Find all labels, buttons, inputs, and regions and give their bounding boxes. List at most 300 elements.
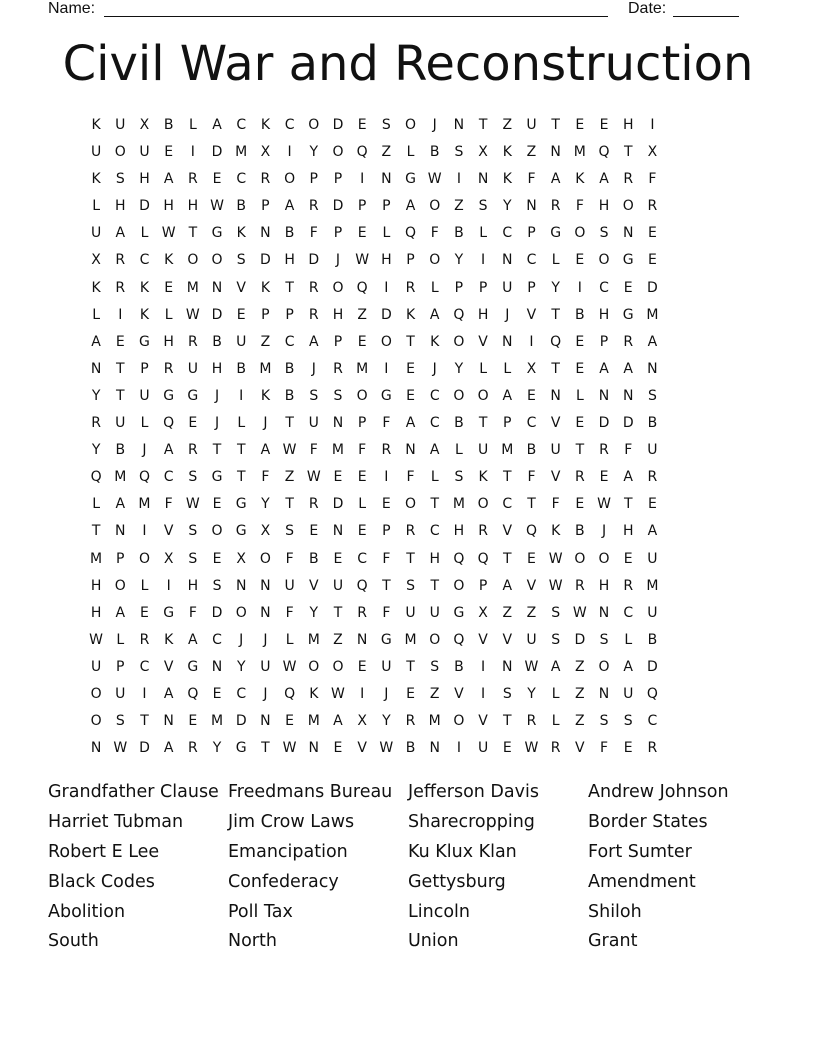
grid-letter[interactable]: O xyxy=(453,387,465,404)
grid-letter[interactable]: O xyxy=(332,144,344,161)
grid-letter[interactable]: R xyxy=(381,442,392,459)
grid-letter[interactable]: G xyxy=(235,740,247,757)
grid-letter[interactable]: U xyxy=(90,658,102,675)
grid-letter[interactable]: O xyxy=(332,279,344,296)
grid-letter[interactable]: E xyxy=(623,550,633,567)
grid-letter[interactable]: S xyxy=(599,631,609,648)
grid-letter[interactable]: E xyxy=(357,523,367,540)
grid-letter[interactable]: H xyxy=(453,523,465,540)
grid-letter[interactable]: O xyxy=(284,171,296,188)
grid-letter[interactable]: K xyxy=(405,306,416,323)
grid-letter[interactable]: Y xyxy=(91,387,101,404)
grid-letter[interactable]: E xyxy=(575,117,585,133)
grid-letter[interactable]: I xyxy=(650,117,655,133)
grid-letter[interactable]: Q xyxy=(163,415,175,432)
grid-letter[interactable]: F xyxy=(575,198,584,215)
grid-letter[interactable]: J xyxy=(335,252,341,269)
grid-letter[interactable]: C xyxy=(429,387,440,404)
grid-letter[interactable]: F xyxy=(285,550,294,567)
grid-letter[interactable]: N xyxy=(405,442,416,459)
grid-letter[interactable]: O xyxy=(332,658,344,675)
grid-letter[interactable]: E xyxy=(623,279,633,296)
grid-letter[interactable]: Z xyxy=(575,713,585,730)
grid-letter[interactable]: I xyxy=(481,658,486,675)
grid-letter[interactable]: D xyxy=(139,740,150,757)
date-line[interactable] xyxy=(673,16,739,17)
grid-letter[interactable]: C xyxy=(647,713,658,730)
grid-letter[interactable]: S xyxy=(285,523,295,540)
grid-letter[interactable]: Z xyxy=(526,144,537,161)
grid-letter[interactable]: E xyxy=(647,225,657,242)
grid-letter[interactable]: L xyxy=(551,713,560,730)
grid-letter[interactable]: A xyxy=(260,442,271,459)
grid-letter[interactable]: T xyxy=(212,442,222,459)
grid-letter[interactable]: E xyxy=(357,225,367,242)
grid-letter[interactable]: S xyxy=(551,631,561,648)
grid-letter[interactable]: W xyxy=(210,198,224,215)
grid-letter[interactable]: C xyxy=(236,171,247,188)
grid-letter[interactable]: G xyxy=(211,225,223,242)
grid-letter[interactable]: S xyxy=(188,469,198,486)
grid-letter[interactable]: F xyxy=(285,604,294,621)
grid-letter[interactable]: K xyxy=(139,306,150,323)
grid-letter[interactable]: A xyxy=(284,198,295,215)
grid-letter[interactable]: S xyxy=(478,198,488,215)
grid-letter[interactable]: I xyxy=(384,469,389,486)
grid-letter[interactable]: S xyxy=(647,387,657,404)
grid-letter[interactable]: R xyxy=(139,631,150,648)
grid-letter[interactable]: J xyxy=(263,415,268,432)
grid-letter[interactable]: V xyxy=(478,631,488,648)
grid-letter[interactable]: Y xyxy=(91,442,101,459)
grid-letter[interactable]: G xyxy=(163,604,175,621)
grid-letter[interactable]: Z xyxy=(575,658,585,675)
grid-letter[interactable]: B xyxy=(284,225,295,242)
grid-letter[interactable]: U xyxy=(139,144,150,161)
grid-letter[interactable]: N xyxy=(115,523,126,540)
grid-letter[interactable]: V xyxy=(550,469,561,486)
grid-letter[interactable]: V xyxy=(550,415,561,432)
grid-letter[interactable]: M xyxy=(404,631,417,648)
grid-letter[interactable]: A xyxy=(333,713,343,730)
grid-letter[interactable]: D xyxy=(211,144,223,161)
grid-letter[interactable]: Q xyxy=(550,333,562,350)
grid-letter[interactable]: M xyxy=(259,360,272,377)
grid-letter[interactable]: H xyxy=(139,171,150,188)
grid-letter[interactable]: Q xyxy=(356,577,368,594)
grid-letter[interactable]: J xyxy=(263,631,268,648)
grid-letter[interactable]: F xyxy=(527,469,536,486)
grid-letter[interactable]: D xyxy=(647,279,658,296)
grid-letter[interactable]: D xyxy=(598,415,610,432)
grid-letter[interactable]: E xyxy=(575,360,585,377)
grid-letter[interactable]: F xyxy=(600,740,609,757)
grid-letter[interactable]: Q xyxy=(453,631,465,648)
grid-letter[interactable]: C xyxy=(284,333,295,350)
grid-letter[interactable]: P xyxy=(333,333,343,350)
grid-letter[interactable]: A xyxy=(623,658,633,675)
grid-letter[interactable]: F xyxy=(648,171,657,188)
grid-letter[interactable]: O xyxy=(574,550,586,567)
grid-letter[interactable]: C xyxy=(236,117,247,133)
grid-letter[interactable]: L xyxy=(116,631,125,648)
grid-letter[interactable]: I xyxy=(239,387,244,404)
grid-letter[interactable]: V xyxy=(575,740,585,757)
grid-letter[interactable]: H xyxy=(622,523,634,540)
grid-letter[interactable]: O xyxy=(405,117,417,133)
grid-letter[interactable]: R xyxy=(623,333,634,350)
grid-letter[interactable]: O xyxy=(429,198,441,215)
grid-letter[interactable]: O xyxy=(622,198,634,215)
grid-letter[interactable]: X xyxy=(139,117,150,133)
grid-letter[interactable]: A xyxy=(429,306,440,323)
grid-letter[interactable]: A xyxy=(502,387,513,404)
grid-letter[interactable]: H xyxy=(90,577,102,594)
grid-letter[interactable]: N xyxy=(550,387,561,404)
grid-letter[interactable]: P xyxy=(357,415,367,432)
grid-letter[interactable]: J xyxy=(432,117,437,133)
grid-letter[interactable]: W xyxy=(572,604,587,621)
grid-letter[interactable]: Y xyxy=(382,713,391,730)
grid-letter[interactable]: Y xyxy=(551,279,560,296)
grid-letter[interactable]: G xyxy=(453,604,465,621)
grid-letter[interactable]: X xyxy=(478,144,488,161)
grid-letter[interactable]: O xyxy=(211,523,223,540)
grid-letter[interactable]: L xyxy=(624,631,633,648)
grid-letter[interactable]: O xyxy=(138,550,150,567)
grid-letter[interactable]: U xyxy=(332,577,344,594)
grid-letter[interactable]: Z xyxy=(454,198,464,215)
grid-letter[interactable]: P xyxy=(406,252,415,269)
grid-letter[interactable]: A xyxy=(599,171,609,188)
grid-letter[interactable]: T xyxy=(236,442,246,459)
grid-letter[interactable]: I xyxy=(529,333,534,350)
grid-letter[interactable]: R xyxy=(308,496,319,513)
grid-letter[interactable]: H xyxy=(115,198,126,215)
grid-letter[interactable]: I xyxy=(481,685,486,702)
grid-letter[interactable]: E xyxy=(502,740,512,757)
grid-letter[interactable]: U xyxy=(550,442,561,459)
grid-letter[interactable]: G xyxy=(550,225,562,242)
grid-letter[interactable]: O xyxy=(211,252,223,269)
grid-letter[interactable]: R xyxy=(163,360,174,377)
grid-letter[interactable]: C xyxy=(284,117,295,133)
grid-letter[interactable]: F xyxy=(382,604,391,621)
grid-letter[interactable]: B xyxy=(575,523,585,540)
grid-letter[interactable]: G xyxy=(405,171,416,188)
grid-letter[interactable]: L xyxy=(575,387,584,404)
grid-letter[interactable]: S xyxy=(115,171,125,188)
grid-letter[interactable]: I xyxy=(118,306,123,323)
grid-letter[interactable]: R xyxy=(187,171,198,188)
grid-letter[interactable]: B xyxy=(236,198,247,215)
grid-letter[interactable]: F xyxy=(624,442,633,459)
grid-letter[interactable]: W xyxy=(355,252,370,269)
grid-letter[interactable]: H xyxy=(90,604,102,621)
name-line[interactable] xyxy=(104,16,608,17)
grid-letter[interactable]: N xyxy=(622,387,634,404)
grid-letter[interactable]: B xyxy=(575,306,585,323)
grid-letter[interactable]: N xyxy=(260,713,271,730)
grid-letter[interactable]: V xyxy=(236,279,246,296)
grid-letter[interactable]: B xyxy=(284,360,295,377)
grid-letter[interactable]: E xyxy=(212,685,222,702)
grid-letter[interactable]: H xyxy=(622,117,634,133)
grid-letter[interactable]: A xyxy=(550,171,561,188)
grid-letter[interactable]: K xyxy=(260,387,270,404)
grid-letter[interactable]: A xyxy=(188,631,198,648)
grid-letter[interactable]: N xyxy=(502,252,513,269)
grid-letter[interactable]: N xyxy=(598,604,610,621)
grid-letter[interactable]: S xyxy=(454,469,464,486)
grid-letter[interactable]: B xyxy=(163,117,174,133)
grid-letter[interactable]: M xyxy=(114,469,127,486)
grid-letter[interactable]: G xyxy=(380,631,392,648)
grid-letter[interactable]: E xyxy=(575,496,585,513)
grid-letter[interactable]: O xyxy=(90,685,102,702)
grid-letter[interactable]: E xyxy=(406,685,415,702)
grid-letter[interactable]: B xyxy=(647,631,658,648)
grid-letter[interactable]: C xyxy=(212,631,222,648)
grid-letter[interactable]: S xyxy=(623,713,633,730)
grid-letter[interactable]: H xyxy=(187,577,199,594)
grid-letter[interactable]: C xyxy=(236,685,247,702)
grid-letter[interactable]: M xyxy=(90,550,103,567)
grid-letter[interactable]: Z xyxy=(260,333,271,350)
grid-letter[interactable]: K xyxy=(309,685,319,702)
grid-letter[interactable]: U xyxy=(260,658,271,675)
grid-letter[interactable]: O xyxy=(429,252,441,269)
grid-letter[interactable]: C xyxy=(526,252,537,269)
grid-letter[interactable]: A xyxy=(163,685,174,702)
grid-letter[interactable]: T xyxy=(551,360,560,377)
grid-letter[interactable]: N xyxy=(477,171,489,188)
grid-letter[interactable]: U xyxy=(647,442,658,459)
grid-letter[interactable]: T xyxy=(478,117,488,133)
grid-letter[interactable]: J xyxy=(214,415,220,432)
grid-letter[interactable]: X xyxy=(357,713,367,730)
grid-letter[interactable]: F xyxy=(261,469,270,486)
grid-letter[interactable]: L xyxy=(188,117,197,133)
grid-letter[interactable]: O xyxy=(114,577,126,594)
grid-letter[interactable]: E xyxy=(236,306,246,323)
grid-letter[interactable]: K xyxy=(575,171,585,188)
grid-letter[interactable]: R xyxy=(599,442,609,459)
grid-letter[interactable]: Q xyxy=(453,306,465,323)
grid-letter[interactable]: X xyxy=(260,523,271,540)
grid-letter[interactable]: O xyxy=(259,550,271,567)
grid-letter[interactable]: L xyxy=(406,144,415,161)
grid-letter[interactable]: T xyxy=(406,550,415,567)
grid-letter[interactable]: K xyxy=(91,279,101,296)
grid-letter[interactable]: F xyxy=(406,469,415,486)
grid-letter[interactable]: G xyxy=(187,658,199,675)
grid-letter[interactable]: O xyxy=(453,577,465,594)
grid-letter[interactable]: H xyxy=(187,198,199,215)
grid-letter[interactable]: D xyxy=(647,658,658,675)
grid-letter[interactable]: Q xyxy=(477,550,489,567)
grid-letter[interactable]: Y xyxy=(503,198,512,215)
grid-letter[interactable]: T xyxy=(188,225,198,242)
grid-letter[interactable]: E xyxy=(164,279,174,296)
grid-letter[interactable]: W xyxy=(185,496,200,513)
grid-letter[interactable]: Y xyxy=(309,144,319,161)
grid-letter[interactable]: M xyxy=(646,306,659,323)
grid-letter[interactable]: B xyxy=(454,658,464,675)
grid-letter[interactable]: L xyxy=(92,198,100,215)
grid-letter[interactable]: W xyxy=(185,306,200,323)
grid-letter[interactable]: M xyxy=(428,713,441,730)
grid-letter[interactable]: R xyxy=(574,577,585,594)
grid-letter[interactable]: R xyxy=(550,198,561,215)
grid-letter[interactable]: K xyxy=(91,171,101,188)
grid-letter[interactable]: P xyxy=(357,198,367,215)
grid-letter[interactable]: D xyxy=(139,198,150,215)
grid-letter[interactable]: D xyxy=(308,252,320,269)
grid-letter[interactable]: A xyxy=(163,442,174,459)
grid-letter[interactable]: G xyxy=(139,333,150,350)
grid-letter[interactable]: T xyxy=(285,496,294,513)
grid-letter[interactable]: P xyxy=(382,198,391,215)
grid-letter[interactable]: N xyxy=(550,144,561,161)
grid-letter[interactable]: E xyxy=(333,550,343,567)
grid-letter[interactable]: N xyxy=(453,117,465,133)
grid-letter[interactable]: U xyxy=(477,740,489,757)
grid-letter[interactable]: P xyxy=(333,171,343,188)
grid-letter[interactable]: C xyxy=(502,496,513,513)
grid-letter[interactable]: N xyxy=(211,658,223,675)
grid-letter[interactable]: C xyxy=(429,415,440,432)
grid-letter[interactable]: D xyxy=(574,631,586,648)
grid-letter[interactable]: N xyxy=(235,577,247,594)
grid-letter[interactable]: T xyxy=(527,496,536,513)
grid-letter[interactable]: Q xyxy=(90,469,102,486)
grid-letter[interactable]: X xyxy=(478,604,488,621)
grid-letter[interactable]: W xyxy=(113,740,128,757)
grid-letter[interactable]: U xyxy=(308,415,319,432)
grid-letter[interactable]: I xyxy=(142,523,147,540)
grid-letter[interactable]: P xyxy=(527,225,536,242)
grid-letter[interactable]: V xyxy=(478,333,488,350)
grid-letter[interactable]: N xyxy=(90,360,102,377)
grid-letter[interactable]: E xyxy=(357,469,367,486)
grid-letter[interactable]: Y xyxy=(261,496,270,513)
grid-letter[interactable]: Y xyxy=(236,658,246,675)
grid-letter[interactable]: N xyxy=(308,740,320,757)
grid-letter[interactable]: O xyxy=(380,333,392,350)
grid-letter[interactable]: R xyxy=(187,740,198,757)
grid-letter[interactable]: G xyxy=(380,387,392,404)
grid-letter[interactable]: C xyxy=(429,523,440,540)
grid-letter[interactable]: H xyxy=(284,252,295,269)
grid-letter[interactable]: J xyxy=(311,360,316,377)
grid-letter[interactable]: N xyxy=(429,740,440,757)
grid-letter[interactable]: H xyxy=(381,252,392,269)
grid-letter[interactable]: L xyxy=(479,360,487,377)
grid-letter[interactable]: T xyxy=(406,333,415,350)
grid-letter[interactable]: R xyxy=(647,740,658,757)
grid-letter[interactable]: F xyxy=(382,550,391,567)
grid-letter[interactable]: B xyxy=(284,387,295,404)
grid-letter[interactable]: R xyxy=(405,279,416,296)
grid-letter[interactable]: Z xyxy=(381,144,392,161)
grid-letter[interactable]: Q xyxy=(187,685,199,702)
grid-letter[interactable]: I xyxy=(190,144,195,161)
grid-letter[interactable]: R xyxy=(187,442,198,459)
grid-letter[interactable]: E xyxy=(575,333,585,350)
grid-letter[interactable]: F xyxy=(551,496,560,513)
grid-letter[interactable]: N xyxy=(332,523,344,540)
grid-letter[interactable]: S xyxy=(115,713,125,730)
grid-letter[interactable]: W xyxy=(282,740,297,757)
grid-letter[interactable]: B xyxy=(647,415,658,432)
grid-letter[interactable]: A xyxy=(115,225,126,242)
grid-letter[interactable]: T xyxy=(575,442,585,459)
grid-letter[interactable]: I xyxy=(287,144,292,161)
grid-letter[interactable]: E xyxy=(309,523,319,540)
grid-letter[interactable]: R xyxy=(308,279,319,296)
grid-letter[interactable]: E xyxy=(406,360,415,377)
grid-letter[interactable]: T xyxy=(623,144,633,161)
grid-letter[interactable]: U xyxy=(139,387,150,404)
grid-letter[interactable]: N xyxy=(260,577,271,594)
grid-letter[interactable]: A xyxy=(623,360,633,377)
grid-letter[interactable]: E xyxy=(285,713,295,730)
grid-letter[interactable]: L xyxy=(140,225,149,242)
grid-letter[interactable]: U xyxy=(187,360,198,377)
grid-letter[interactable]: O xyxy=(453,333,465,350)
grid-letter[interactable]: K xyxy=(91,117,101,133)
grid-letter[interactable]: V xyxy=(526,306,537,323)
grid-letter[interactable]: E xyxy=(575,252,585,269)
grid-letter[interactable]: R xyxy=(405,713,416,730)
grid-letter[interactable]: R xyxy=(308,198,319,215)
grid-letter[interactable]: M xyxy=(356,360,369,377)
grid-letter[interactable]: W xyxy=(282,658,297,675)
grid-letter[interactable]: W xyxy=(89,631,104,648)
grid-letter[interactable]: R xyxy=(526,713,537,730)
grid-letter[interactable]: A xyxy=(115,496,126,513)
grid-letter[interactable]: S xyxy=(430,658,440,675)
grid-letter[interactable]: A xyxy=(550,658,561,675)
grid-letter[interactable]: H xyxy=(211,360,223,377)
grid-letter[interactable]: S xyxy=(502,685,512,702)
grid-letter[interactable]: G xyxy=(235,523,247,540)
grid-letter[interactable]: E xyxy=(527,387,536,404)
grid-letter[interactable]: E xyxy=(115,333,125,350)
grid-letter[interactable]: Q xyxy=(284,685,296,702)
grid-letter[interactable]: P xyxy=(309,171,318,188)
grid-letter[interactable]: V xyxy=(502,523,513,540)
grid-letter[interactable]: O xyxy=(429,631,441,648)
grid-letter[interactable]: Z xyxy=(502,604,513,621)
grid-letter[interactable]: L xyxy=(92,306,100,323)
grid-letter[interactable]: L xyxy=(358,496,367,513)
grid-letter[interactable]: P xyxy=(116,658,125,675)
grid-letter[interactable]: O xyxy=(477,496,489,513)
grid-letter[interactable]: F xyxy=(358,442,367,459)
grid-letter[interactable]: T xyxy=(285,415,294,432)
grid-letter[interactable]: W xyxy=(524,658,539,675)
grid-letter[interactable]: L xyxy=(92,496,100,513)
grid-letter[interactable]: E xyxy=(527,550,536,567)
grid-letter[interactable]: O xyxy=(308,117,320,133)
grid-letter[interactable]: R xyxy=(333,360,343,377)
grid-letter[interactable]: B xyxy=(115,442,126,459)
grid-letter[interactable]: U xyxy=(477,442,489,459)
grid-letter[interactable]: T xyxy=(551,117,560,133)
grid-letter[interactable]: M xyxy=(573,144,586,161)
